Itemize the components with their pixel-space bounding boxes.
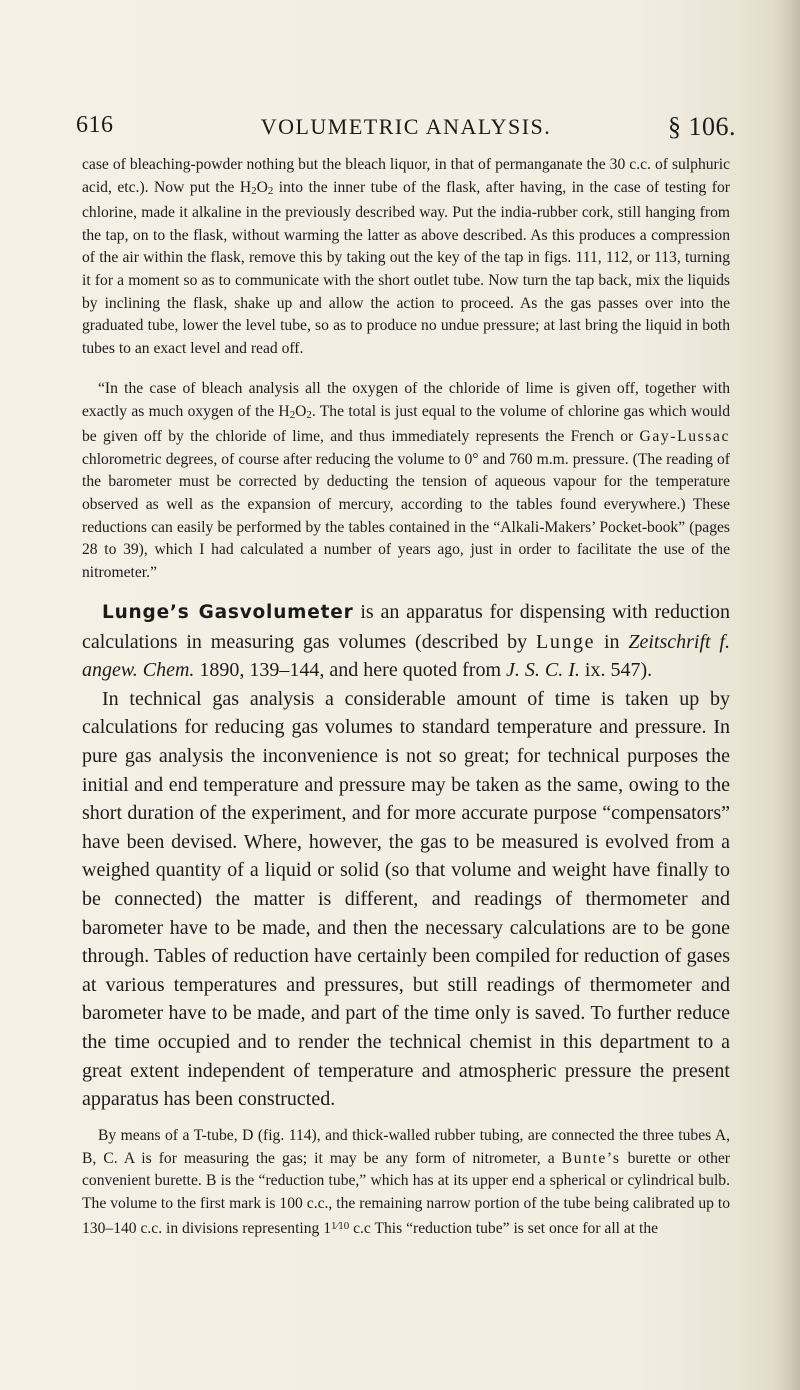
apparatus-heading: Lunge’s Gasvolumeter (102, 602, 354, 623)
section-number: § 106. (668, 112, 736, 141)
paragraph-bleach-analysis: “In the case of bleach analysis all the oxygen of the chloride of lime is given off, together with exactly as much oxygen of the H2O2. The total is just equal to the volume of chlorine gas which would be given off by the chloride of lime, and thus immediately represents the French or Gay-Lussac chlorometric degrees, of course after reducing the volume to 0° and 760 m.m. pressure. (The reading of the barometer must be corrected by deducting the tension of aqueous vapour for the temperature observed as well as the expansion of mercury, according to the tables found everywhere.) These reductions can easily be performed by the tables contained in the “Alkali-Makers’ Pocket-book” (pages 28 to 39), which I had calculated a number of years ago, just in order to facilitate the use of the nitrometer.” (82, 380, 730, 581)
author-name: Lunge (536, 630, 596, 653)
journal-abbrev: J. S. C. I. (506, 659, 580, 682)
paragraph-gasvolumeter-body: In technical gas analysis a considerable amount of time is taken up by calculations for reducing gas volumes to standard temperature and pressure. In pure gas analysis the inconvenience is not so great; for technical purposes the initial and end temperature and pressure may be taken as the same, owing to the short duration of the experiment, and for more accurate purpose “compensators” have been devised. Where, however, the gas to be measured is evolved from a weighed quantity of a liquid or solid (so that volume and weight have finally to be connected) the matter is different, and readings of thermometer and barometer have to be made, and then the necessary calculations are to be gone through. Tables of reduction have certainly been compiled for reduction of gases at various temperatures and pressures, but still readings of thermometer and barometer have to be made, and part of the time only is saved. To further reduce the time occupied and to render the technical chemist in this department to a great extent independent of temperature and atmospheric pressure the present apparatus has been constructed. (82, 687, 730, 1111)
running-header (76, 112, 736, 146)
paragraph-gasvolumeter-intro: Lunge’s Gasvolumeter is an apparatus for dispensing with reduction calculations in measuring gas volumes (described by Lunge in Zeitschrift f. angew. Chem. 1890, 139–144, and here quoted from J. S. C. I. ix. 547). (82, 601, 730, 682)
page-number: 616 (76, 112, 114, 138)
author-name: Gay-Lussac (639, 428, 730, 446)
section-gasvolumeter (82, 598, 730, 1114)
running-title: VOLUMETRIC ANALYSIS. (260, 114, 552, 139)
paragraph-procedure: case of bleaching-powder nothing but the bleach liquor, in that of permanganate the 30 c.c. of sulphuric acid, etc.). Now put the H2O2 into the inner tube of the flask, after having, in the case of testing for chlorine, made it alkaline in the previously described way. Put the india-rubber cork, still hanging from the tap, on to the flask, without warming the latter as above described. As this produces a compression of the air within the flask, remove this by taking out the key of the tap in figs. 111, 112, or 113, turning it for a moment so as to communicate with the short outlet tube. Now turn the tap back, mix the liquids by inclining the flask, shake up and allow the action to proceed. As the gas passes over into the graduated tube, lower the level tube, so as to produce no undue pressure; at last bring the liquid in both tubes to an exact level and read off. (82, 156, 730, 357)
author-name: Bunte’s (561, 1149, 621, 1167)
paragraph-apparatus-description: By means of a T-tube, D (fig. 114), and thick-walled rubber tubing, are connected the three tubes A, B, C. A is for measuring the gas; it may be any form of nitrometer, a Bunte’s burette or other convenient burette. B is the “reduction tube,” which has at its upper end a spherical or cylindrical bulb. The volume to the first mark is 100 c.c., the remaining narrow portion of the tube being calibrated up to 130–140 c.c. in divisions representing $1^{1⁄10}$ c.c This “reduction tube” is set once for all at the (82, 1127, 730, 1238)
journal-title: Zeitschrift f. angew. Chem. (82, 630, 730, 682)
page-edge-shadow (772, 0, 800, 1390)
